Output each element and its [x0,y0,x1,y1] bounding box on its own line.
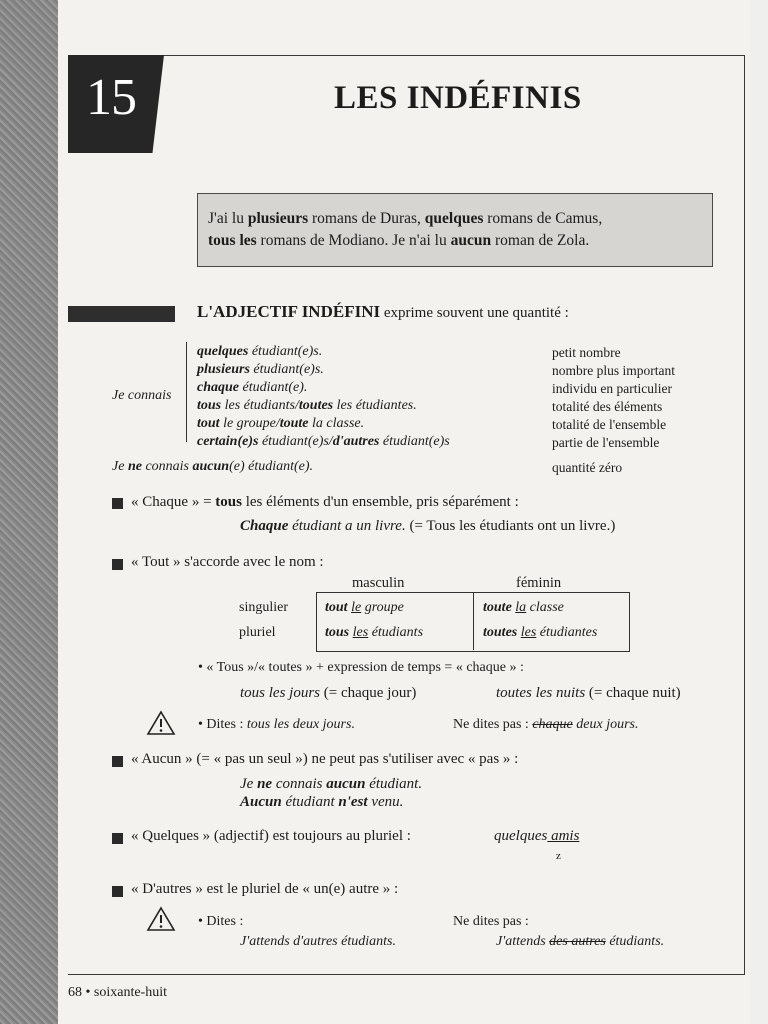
indefinite-example: tous les étudiants/toutes les étudiantes. [197,398,417,413]
indefinite-meaning: partie de l'ensemble [552,435,660,450]
warning1-ne-dites: Ne dites pas : chaque deux jours. [453,717,639,732]
indefinite-meaning: nombre plus important [552,363,675,378]
indefinite-example: quelques étudiant(e)s. [197,344,323,359]
section-heading [197,302,569,322]
example-box [197,193,713,267]
warning-triangle-icon [146,710,176,736]
cell-s-m: tout le groupe [325,600,404,615]
book-spine [0,0,64,1024]
page-footer: 68 • soixante-huit [68,985,168,1000]
indefinite-example: tout le groupe/toute la classe. [197,416,365,431]
table-divider [473,592,474,650]
warning-triangle-icon [146,906,176,932]
warning2-ne-dites: Ne dites pas : [453,914,529,929]
rule-dautres: « D'autres » est le pluriel de « un(e) autre » : [131,881,399,897]
quelques-example: quelques amis [494,828,580,844]
temps-example-2: toutes les nuits (= chaque nuit) [496,685,681,701]
section-heading-rest: exprime souvent une quantité : [380,305,569,321]
indefinite-example: certain(e)s étudiant(e)s/d'autres étudiant(e)s [197,434,450,449]
row-singulier: singulier [239,600,288,615]
col-masculin: masculin [352,575,405,591]
cell-s-f: toute la classe [483,600,564,615]
section-marker [68,306,175,322]
liaison-mark: z [556,850,561,862]
indefinite-meaning: petit nombre [552,345,621,360]
aucun-example-1: Je ne connais aucun étudiant. [240,776,423,792]
example-text [208,208,602,252]
indefinite-example: plusieurs étudiant(e)s. [197,362,324,377]
je-connais-label: Je connais [112,388,172,403]
example-line-2: tous les romans de Modiano. Je n'ai lu aucun roman de Zola. [208,232,590,249]
col-feminin: féminin [516,575,562,591]
example-line-1: J'ai lu plusieurs romans de Duras, quelques romans de Camus, [208,210,603,227]
next-page-edge [750,0,768,1024]
rule-chaque-example: Chaque étudiant a un livre. (= Tous les étudiants ont un livre.) [240,518,616,534]
section-heading-bold: L'ADJECTIF INDÉFINI [197,302,381,321]
chapter-number: 15 [86,69,136,126]
cell-p-f: toutes les étudiantes [483,625,598,640]
page-title: LES INDÉFINIS [334,80,582,116]
aucun-meaning: quantité zéro [552,460,623,475]
aucun-example-2: Aucun étudiant n'est venu. [240,794,404,810]
bullet-square [112,498,123,509]
bullet-square [112,886,123,897]
bullet-square [112,833,123,844]
warning2-dites: • Dites : [198,914,244,929]
aucun-example: Je ne connais aucun(e) étudiant(e). [112,459,314,474]
indefinite-meaning: individu en particulier [552,381,672,396]
warning1-dites: • Dites : tous les deux jours. [198,717,355,732]
bracket-line [186,342,187,442]
rule-aucun: « Aucun » (= « pas un seul ») ne peut pas s'utiliser avec « pas » : [131,751,519,767]
rule-tout: « Tout » s'accorde avec le nom : [131,554,324,570]
cell-p-m: tous les étudiants [325,625,424,640]
page-number: 68 [68,985,82,1000]
indefinite-meaning: totalité des éléments [552,399,663,414]
page-number-words: soixante-huit [93,985,168,1000]
warning2-wrong-example: J'attends des autres étudiants. [496,934,665,949]
rule-quelques: « Quelques » (adjectif) est toujours au pluriel : [131,828,411,844]
warning2-example: J'attends d'autres étudiants. [240,934,396,949]
bullet-square [112,756,123,767]
rule-temps: • « Tous »/« toutes » + expression de temps = « chaque » : [198,660,524,675]
bullet-square [112,559,123,570]
rule-chaque: « Chaque » = tous les éléments d'un ensemble, pris séparément : [131,494,519,510]
row-pluriel: pluriel [239,625,276,640]
temps-example-1: tous les jours (= chaque jour) [240,685,417,701]
indefinite-example: chaque étudiant(e). [197,380,308,395]
indefinite-meaning: totalité de l'ensemble [552,417,667,432]
